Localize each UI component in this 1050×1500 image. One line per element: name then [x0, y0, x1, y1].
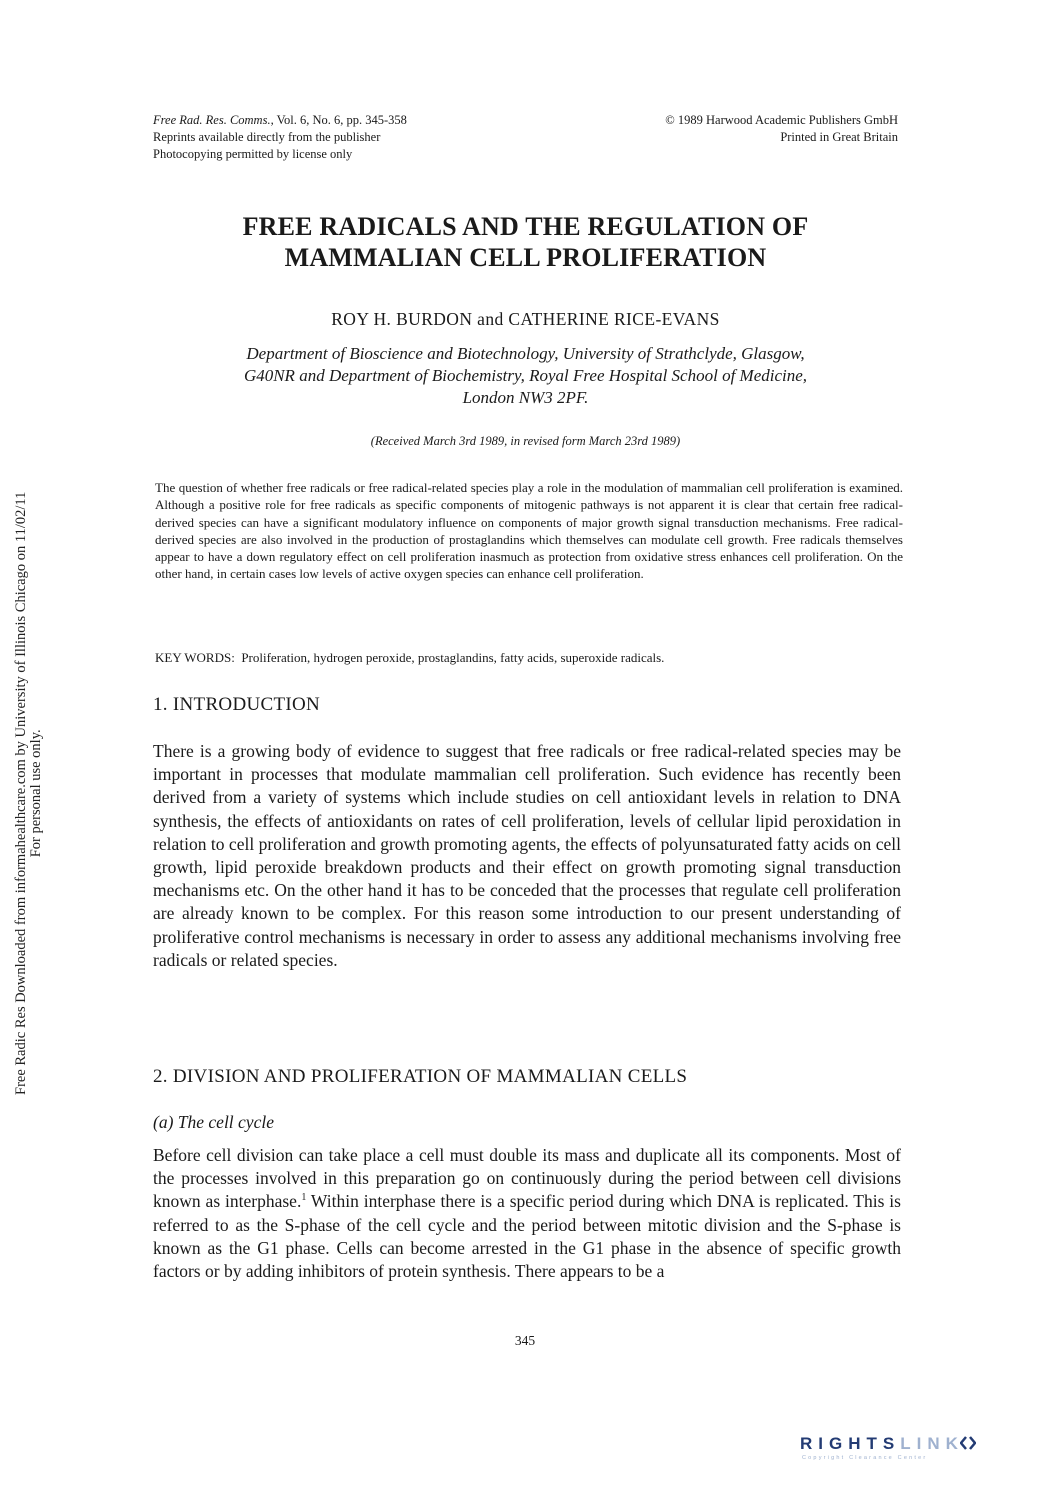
- cell-cycle-paragraph: [153, 1144, 901, 1283]
- printed-line: Printed in Great Britain: [780, 130, 898, 144]
- keywords-text: Proliferation, hydrogen peroxide, prostaglandins, fatty acids, superoxide radicals.: [241, 650, 665, 665]
- article-title: [153, 211, 898, 273]
- download-watermark: [14, 492, 44, 1095]
- watermark-line-1: Free Radic Res Downloaded from informahealthcare.com by University of Illinois Chicago on 11/02/11: [13, 491, 29, 1095]
- photocopy-note: Photocopying permitted by license only: [153, 147, 353, 161]
- subsection-heading-cell-cycle: (a) The cell cycle: [153, 1112, 274, 1132]
- logo-tagline: Copyright Clearance Center: [802, 1455, 928, 1461]
- rightslink-logo[interactable]: [800, 1434, 976, 1461]
- reference-marker[interactable]: 1: [301, 1192, 307, 1204]
- volume-info: Vol. 6, No. 6, pp. 345-358: [273, 113, 407, 127]
- authors: ROY H. BURDON and CATHERINE RICE-EVANS: [331, 309, 720, 329]
- paragraph-part-1: Before cell division can take place a cell must double its mass and duplicate all its components. Most of the processes involved in this preparation go on continuously during the period between cell divisions known as interphase.: [153, 1145, 901, 1212]
- publisher-info: [665, 112, 898, 146]
- watermark-line-2: For personal use only.: [28, 729, 44, 858]
- received-dates: (Received March 3rd 1989, in revised form March 23rd 1989): [370, 434, 681, 448]
- keywords-label: KEY WORDS:: [155, 650, 235, 665]
- section-heading-introduction: 1. INTRODUCTION: [153, 694, 321, 715]
- abstract: The question of whether free radicals or free radical-related species play a role in the modulation of mammalian cell proliferation is examined. Although a positive role for free radicals as specific components of mitogenic pathways is not apparent it is clear that certain free radical-derived species can have a significant modulatory influence on components of major growth signal transduction mechanisms. Free radical-derived species are also involved in the production of prostaglandins which themselves can modulate cell growth. Free radicals themselves appear to have a down regulatory effect on cell proliferation inasmuch as protection from oxidative stress enhances cell proliferation. On the other hand, in certain cases low levels of active oxygen species can enhance cell proliferation.: [155, 480, 903, 582]
- title-line-2: MAMMALIAN CELL PROLIFERATION: [284, 243, 767, 272]
- chevron-arrows-icon: [960, 1436, 976, 1450]
- title-line-1: FREE RADICALS AND THE REGULATION OF: [242, 212, 809, 241]
- journal-name: Free Rad. Res. Comms.,: [153, 113, 274, 127]
- rightslink-wordmark: [800, 1434, 976, 1454]
- section-heading-division: 2. DIVISION AND PROLIFERATION OF MAMMALIAN CELLS: [153, 1066, 688, 1087]
- paragraph-part-2: Within interphase there is a specific period during which DNA is replicated. This is referred to as the S-phase of the cell cycle and the period between mitotic division and the S-phase is known as the G1 phase. Cells can become arrested in the G1 phase in the absence of specific growth factors or by adding inhibitors of protein synthesis. There appears to be a: [153, 1191, 901, 1282]
- reprints-note: Reprints available directly from the publisher: [153, 130, 381, 144]
- affiliation-line-3: London NW3 2PF.: [462, 388, 589, 407]
- affiliation: [153, 343, 898, 409]
- logo-text-dark: RIGHTS: [800, 1434, 901, 1453]
- affiliation-line-1: Department of Bioscience and Biotechnology, University of Strathclyde, Glasgow,: [246, 344, 805, 363]
- affiliation-line-2: G40NR and Department of Biochemistry, Royal Free Hospital School of Medicine,: [243, 366, 808, 385]
- keywords: [155, 650, 903, 666]
- page-number: 345: [514, 1333, 536, 1348]
- journal-citation: [153, 112, 407, 163]
- journal-line: [153, 112, 407, 129]
- logo-text-light: LINK: [900, 1434, 964, 1453]
- copyright-line: © 1989 Harwood Academic Publishers GmbH: [665, 113, 898, 127]
- introduction-paragraph: There is a growing body of evidence to suggest that free radicals or free radical-related species may be important in processes that modulate mammalian cell proliferation. Such evidence has recently been derived from a variety of systems which include studies on cell antioxidant levels in relation to DNA synthesis, the effects of antioxidants on rates of cell proliferation, levels of cellular lipid peroxidation in relation to cell proliferation and growth promoting agents, the effects of polyunsaturated fatty acids on cell growth, lipid peroxide breakdown products and their effect on growth promoting signal transduction mechanisms etc. On the other hand it has to be conceded that the processes that regulate cell proliferation are already known to be complex. For this reason some introduction to our present understanding of proliferative control mechanisms is necessary in order to assess any additional mechanisms involving free radicals or related species.: [153, 741, 901, 970]
